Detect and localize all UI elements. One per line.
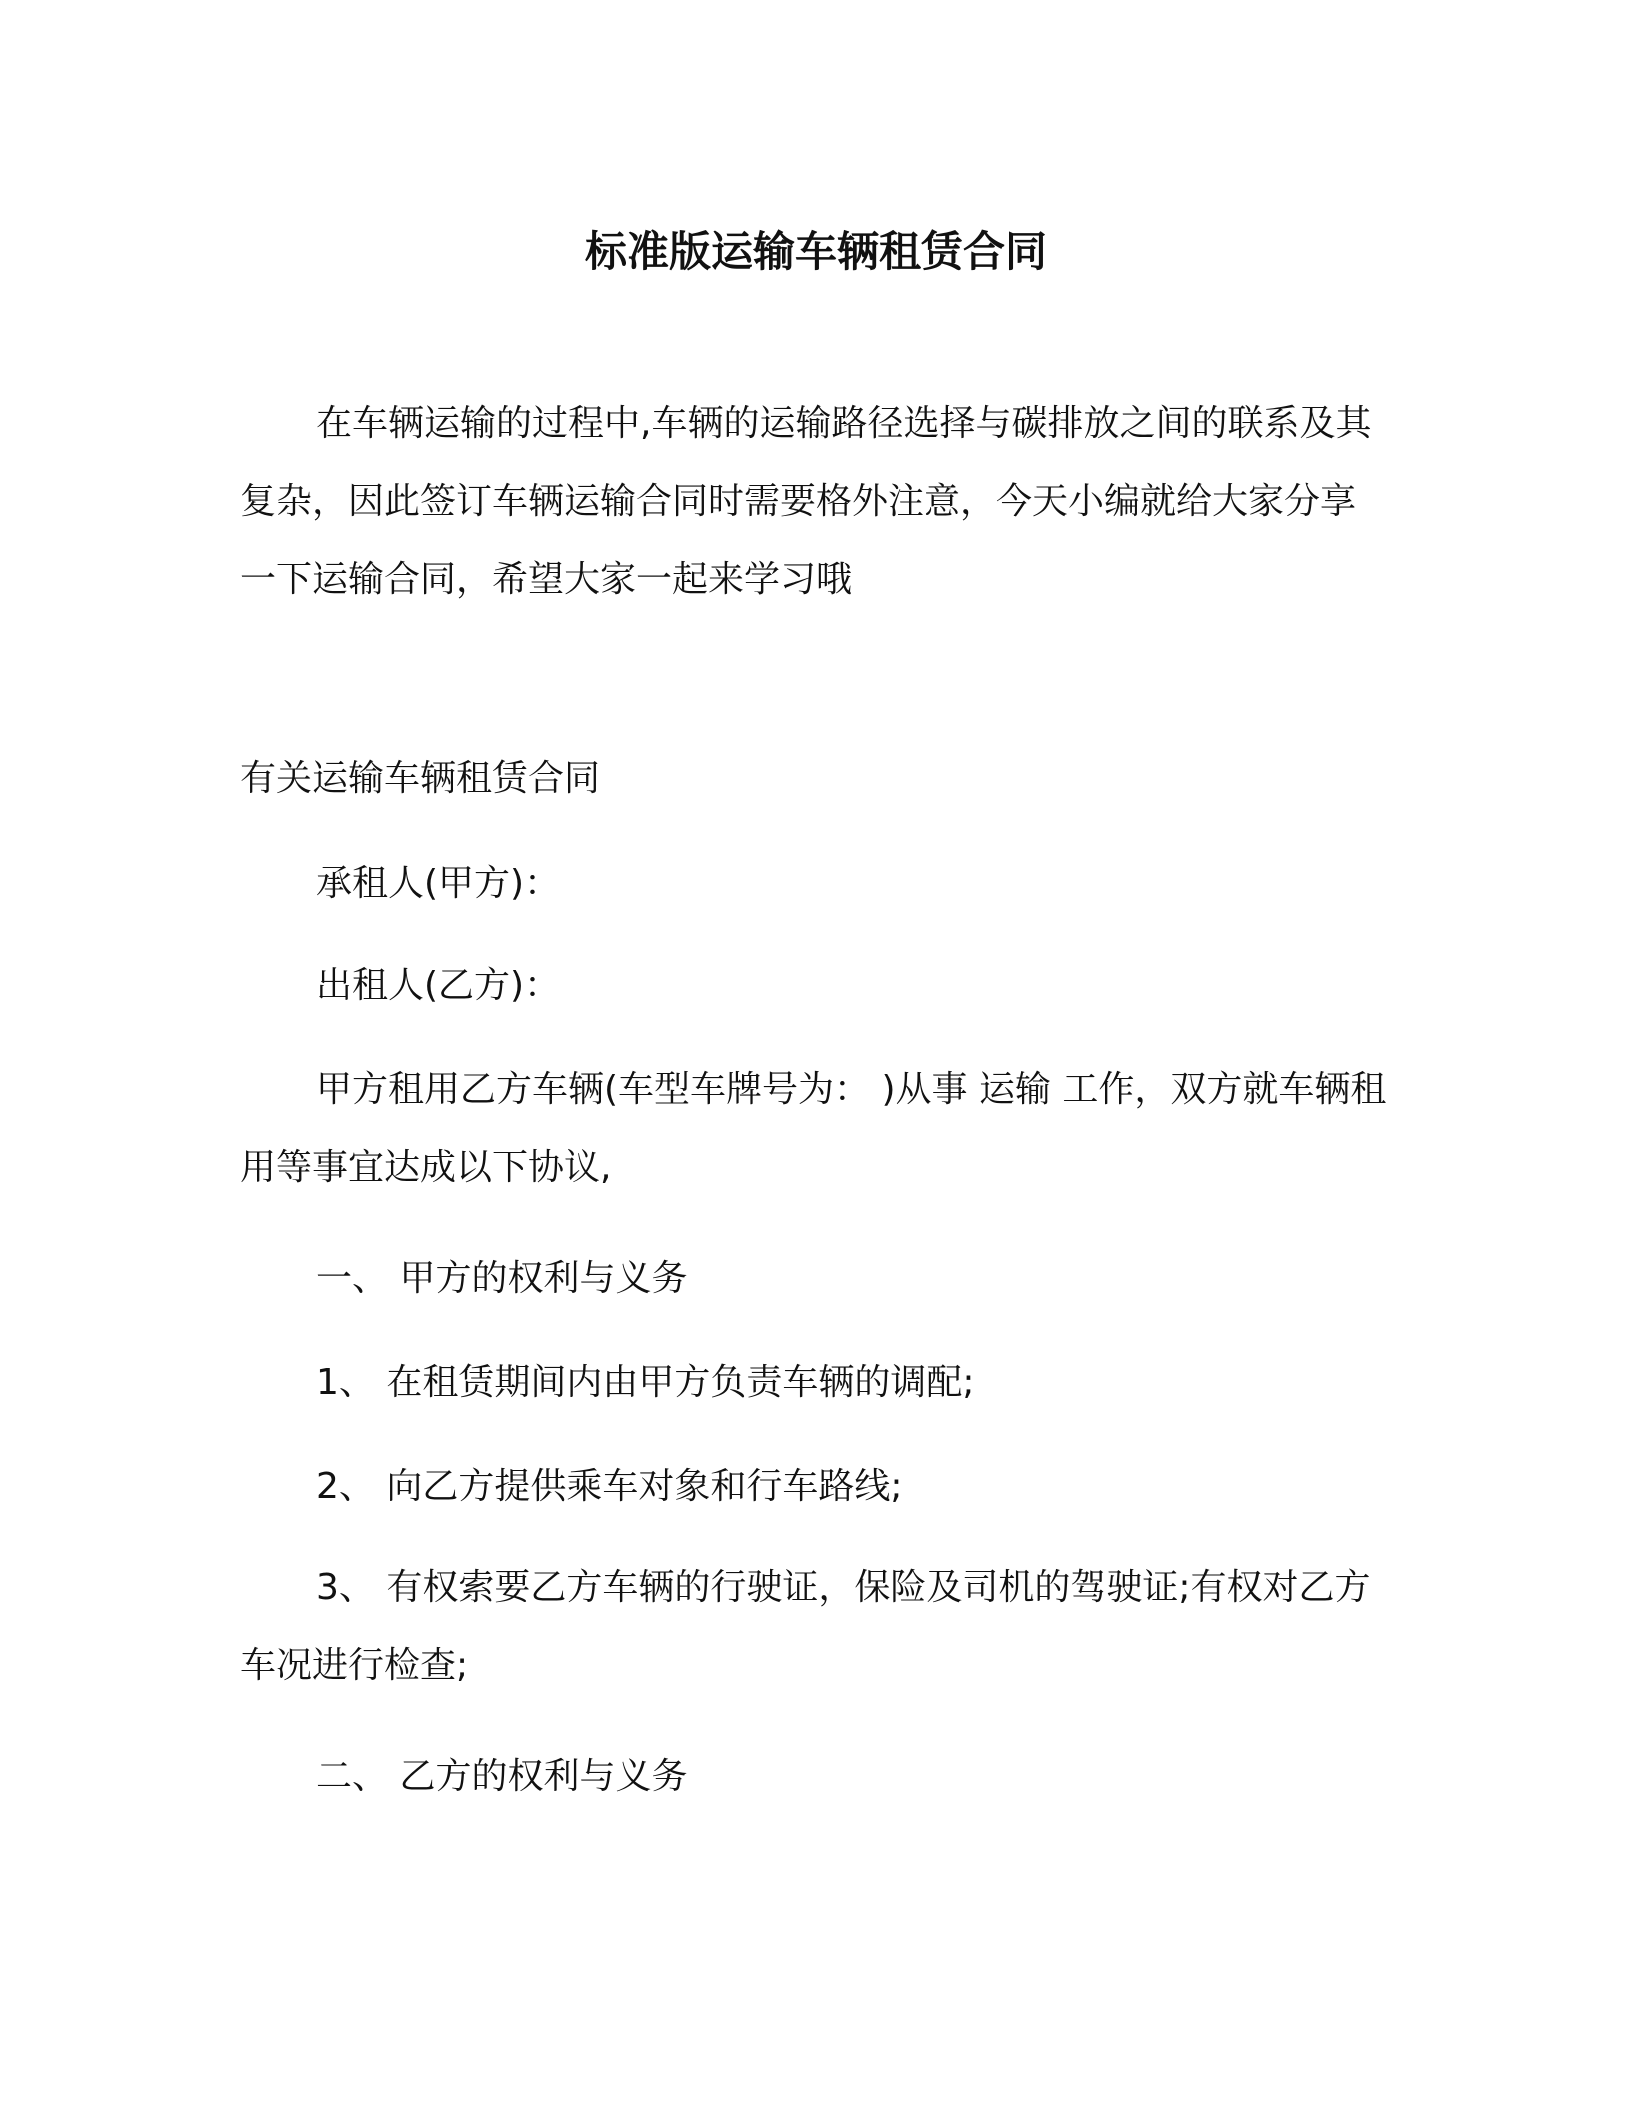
lessee-line: 承租人(甲方)： <box>316 863 561 904</box>
section-heading-party-a: 一、 甲方的权利与义务 <box>316 1258 688 1299</box>
list-item: 2、 向乙方提供乘车对象和行车路线; <box>316 1466 903 1507</box>
agreement-paragraph: 甲方租用乙方车辆(车型车牌号为： )从事 运输 工作，双方就车辆租用等事宜达成以下协议, <box>240 1069 1387 1188</box>
section-heading-party-b: 二、 乙方的权利与义务 <box>316 1756 688 1797</box>
list-item: 3、 有权索要乙方车辆的行驶证，保险及司机的驾驶证;有权对乙方车况进行检查; <box>240 1567 1371 1686</box>
list-item: 1、 在租赁期间内由甲方负责车辆的调配; <box>316 1362 975 1403</box>
document-title: 标准版运输车辆租赁合同 <box>584 227 1047 276</box>
lessor-line: 出租人(乙方)： <box>316 965 561 1006</box>
contract-heading: 有关运输车辆租赁合同 <box>240 758 601 799</box>
intro-paragraph: 在车辆运输的过程中,车辆的运输路径选择与碳排放之间的联系及其复杂，因此签订车辆运输合同时需要格外注意，今天小编就给大家分享一下运输合同，希望大家一起来学习哦 <box>240 403 1372 600</box>
